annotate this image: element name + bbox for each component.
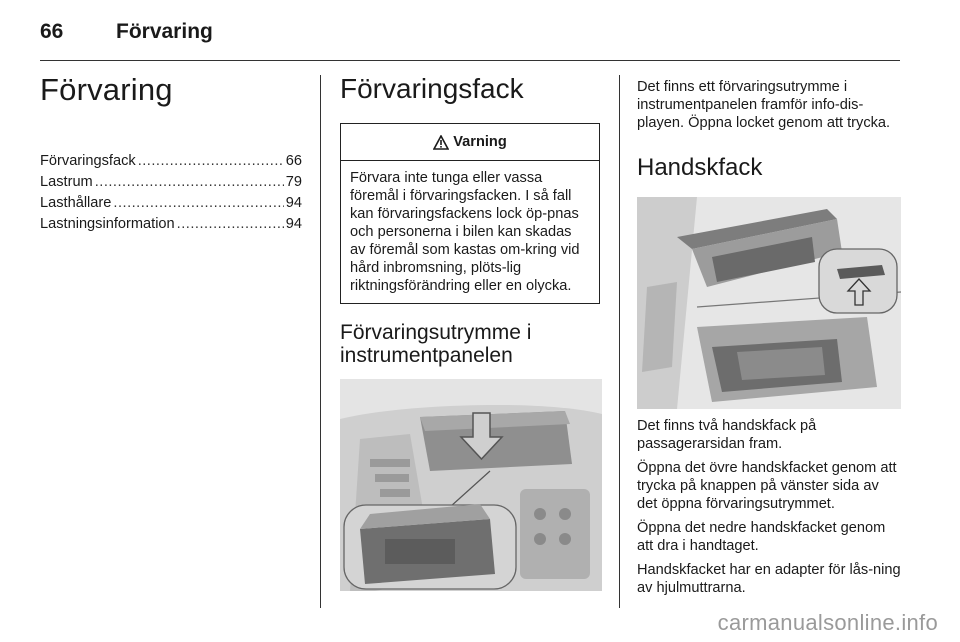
intro-paragraph: Det finns ett förvaringsutrymme i instrumentpanelen framför info-dis-playen. Öppna locket genom att trycka.	[637, 79, 891, 131]
toc-item-label: Lastrum	[40, 174, 93, 190]
toc-item[interactable]	[40, 214, 302, 235]
glovebox-title: Handskfack	[637, 154, 763, 181]
column-glovebox	[637, 78, 901, 597]
toc-item[interactable]	[40, 193, 302, 214]
glovebox-paragraph: Öppna det nedre handskfacket genom att dra i handtaget.	[637, 520, 886, 554]
glovebox-paragraph: Handskfacket har en adapter för lås-ning av hjulmuttrarna.	[637, 562, 901, 596]
dashboard-storage-illustration	[340, 379, 602, 591]
glovebox-paragraph: Öppna det övre handskfacket genom att trycka på knappen på vänster sida av det öppna förvaringsutrymmet.	[637, 460, 897, 512]
warning-header	[341, 124, 599, 161]
toc-item-page: 94	[285, 195, 302, 211]
table-of-contents	[40, 151, 302, 235]
page-number: 66	[40, 20, 64, 43]
warning-triangle-icon	[433, 135, 449, 150]
toc-leader-dots	[95, 172, 284, 193]
toc-item[interactable]	[40, 172, 302, 193]
toc-item-page: 66	[285, 153, 302, 169]
toc-item[interactable]	[40, 151, 302, 172]
warning-text: Förvara inte tunga eller vassa föremål i förvaringsfacken. I så fall kan förvaringsfackens lock öp-pnas och personerna i bilen kan skadas av föremål som kastas om-kring vid hård inbromsning, plöts-lig riktningsförändring eller en olycka.	[350, 170, 580, 294]
warning-label: Varning	[453, 134, 507, 150]
glovebox-paragraph: Det finns två handskfack på passagerarsidan fram.	[637, 418, 817, 452]
column-divider-1	[320, 75, 321, 608]
header-rule	[40, 60, 900, 61]
toc-item-label: Lastningsinformation	[40, 216, 175, 232]
toc-item-label: Förvaringsfack	[40, 153, 136, 169]
chapter-title: Förvaring	[40, 72, 173, 107]
column-toc	[40, 72, 302, 235]
warning-box	[340, 123, 600, 304]
watermark: carmanualsonline.info	[717, 610, 938, 635]
section-title: Förvaringsfack	[340, 73, 524, 104]
page-header	[40, 18, 900, 48]
column-divider-2	[619, 75, 620, 608]
toc-leader-dots	[177, 214, 284, 235]
toc-leader-dots	[113, 193, 283, 214]
subsection-title: Förvaringsutrymme i instrumentpanelen	[340, 321, 532, 367]
glovebox-illustration	[637, 197, 901, 409]
toc-leader-dots	[138, 151, 284, 172]
running-title: Förvaring	[116, 20, 213, 43]
column-storage	[340, 72, 602, 591]
toc-item-page: 94	[285, 216, 302, 232]
toc-item-page: 79	[285, 174, 302, 190]
toc-item-label: Lasthållare	[40, 195, 112, 211]
